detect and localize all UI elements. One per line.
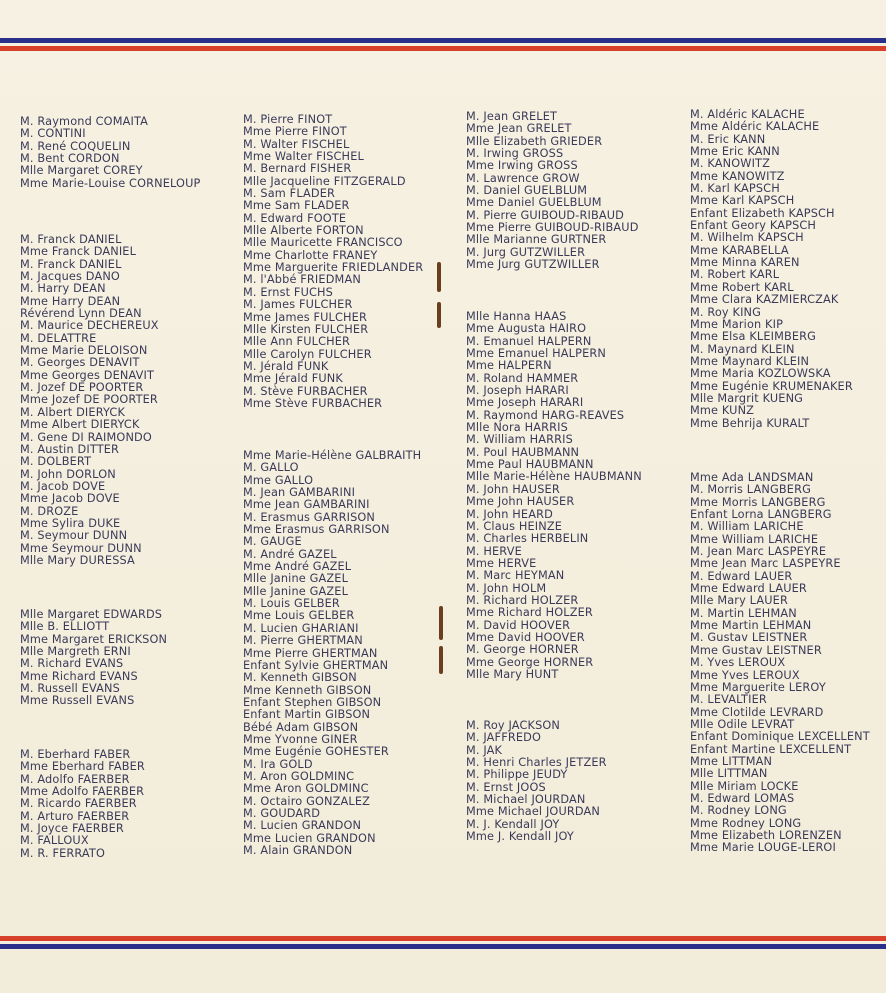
attendee-name: Mme Jean Marc LASPEYRE [690, 557, 841, 571]
attendee-name: M. Pierre FINOT [243, 113, 333, 126]
attendee-name: M. Pierre GUIBOUD-RIBAUD [466, 208, 625, 222]
attendee-name: Mme Seymour DUNN [20, 541, 142, 555]
attendee-name: Mme Joseph HARARI [466, 396, 584, 410]
attendee-name: Mme Margaret ERICKSON [20, 632, 168, 646]
attendee-name: M. GOUDARD [243, 806, 321, 820]
attendee-name: Mme Eric KANN [690, 145, 780, 159]
attendee-name: Mme Emanuel HALPERN [466, 347, 606, 361]
attendee-name: M. GAUGE [243, 535, 302, 549]
attendee-name: Mme Gustav LEISTNER [690, 643, 822, 657]
attendee-name: Mme Marion KIP [690, 317, 784, 331]
attendee-name: M. Richard HOLZER [466, 593, 579, 607]
attendee-name: Mlle Alberte FORTON [243, 224, 364, 238]
attendee-name: Mlle Margaret COREY [20, 164, 143, 178]
attendee-name: Mme Albert DIERYCK [20, 418, 140, 432]
attendee-name: M. Jérald FUNK [243, 359, 329, 373]
attendee-name: Mme Elsa KLEIMBERG [690, 330, 817, 344]
attendee-name: M. Yves LEROUX [690, 656, 786, 670]
attendee-name: M. John DORLON [20, 467, 116, 481]
attendee-name: Mme Russell EVANS [20, 694, 135, 708]
attendee-name: Mme Jean GAMBARINI [243, 498, 370, 512]
attendee-name: M. Aron GOLDMINC [243, 769, 355, 783]
name-group [690, 472, 870, 855]
attendee-name: M. Ira GOLD [243, 757, 313, 771]
attendee-name: Mme Maria KOZLOWSKA [690, 367, 831, 381]
attendee-name: M. Erasmus GARRISON [243, 510, 376, 524]
attendee-name: Mlle Margreth ERNI [20, 645, 131, 659]
attendee-name: Mlle Marie-Hélène HAUBMANN [466, 470, 642, 484]
name-group [20, 749, 145, 860]
attendee-name: Mme Marguerite LEROY [690, 680, 826, 694]
attendee-name: Mlle Hanna HAAS [466, 310, 567, 323]
attendee-name: M. Alain GRANDON [243, 844, 353, 857]
attendee-name: Mme HERVE [466, 556, 537, 570]
attendee-name: M. FALLOUX [20, 834, 89, 848]
attendee-name: M. Eberhard FABER [20, 748, 131, 761]
attendee-name: Enfant Dominique LEXCELLENT [690, 730, 870, 744]
attendee-name: M. Joseph HARARI [466, 384, 569, 398]
attendee-name: Mme Jacob DOVE [20, 492, 120, 506]
attendee-name: M. Emanuel HALPERN [466, 334, 592, 348]
attendee-name: M. JAFFREDO [466, 731, 542, 745]
name-group [466, 111, 639, 271]
attendee-name: M. Jacques DANO [20, 270, 120, 284]
attendee-name: M. Seymour DUNN [20, 529, 128, 543]
attendee-name: Mme Lucien GRANDON [243, 831, 376, 845]
name-group [20, 234, 159, 567]
attendee-name: M. Daniel GUELBLUM [466, 184, 588, 198]
attendee-name: M. Ernst FUCHS [243, 285, 333, 299]
attendee-name: Mme Adolfo FAERBER [20, 785, 145, 799]
attendee-name: Mlle Nora HARRIS [466, 421, 568, 435]
attendee-name: M. William HARRIS [466, 433, 573, 447]
attendee-name: M. Eric KANN [690, 132, 766, 146]
staple-mark [437, 302, 441, 328]
attendee-name: M. LEVALTIER [690, 693, 767, 707]
attendee-name: M. Lucien GHARIANI [243, 621, 359, 635]
attendee-name: M. Pierre GHERTMAN [243, 634, 363, 648]
attendee-name: Mme Paul HAUBMANN [466, 458, 594, 472]
attendee-name: M. Joyce FAERBER [20, 822, 124, 836]
attendee-name: Mme Marie-Hélène GALBRAITH [243, 449, 422, 462]
staple-mark [439, 606, 443, 640]
attendee-name: Mme Michael JOURDAN [466, 805, 601, 819]
attendee-name: M. Raymond COMAITA [20, 115, 149, 128]
attendee-name: Mme Kenneth GIBSON [243, 683, 372, 697]
attendee-name: Mme Clara KAZMIERCZAK [690, 293, 839, 307]
attendee-name: M. Albert DIERYCK [20, 405, 126, 419]
attendee-name: M. Ricardo FAERBER [20, 797, 137, 811]
attendee-name: M. Jozef DE POORTER [20, 381, 144, 395]
attendee-name: Mme Aldéric KALACHE [690, 120, 820, 134]
attendee-name: Mlle Janine GAZEL [243, 584, 349, 598]
attendee-name: M. l'Abbé FRIEDMAN [243, 273, 361, 287]
attendee-name: Mme André GAZEL [243, 560, 352, 574]
attendee-name: M. Roland HAMMER [466, 371, 579, 385]
attendee-name: M. Edward LOMAS [690, 791, 795, 805]
attendee-name: M. J. Kendall JOY [466, 817, 560, 831]
attendee-name: Mme Clotilde LEVRARD [690, 705, 824, 719]
attendee-name: Mme Richard EVANS [20, 669, 138, 683]
attendee-name: M. Robert KARL [690, 268, 780, 282]
attendee-name: M. Russell EVANS [20, 682, 120, 696]
attendee-name: Mme Sylira DUKE [20, 516, 121, 530]
attendee-name: M. Franck DANIEL [20, 233, 122, 246]
attendee-name: Mme KUNZ [690, 404, 755, 418]
attendee-name: M. Poul HAUBMANN [466, 445, 580, 459]
attendee-name: Mme KANOWITZ [690, 169, 785, 183]
attendee-name: Mme William LARICHE [690, 532, 819, 546]
attendee-name: M. Richard EVANS [20, 657, 124, 671]
attendee-name: M. André GAZEL [243, 547, 337, 561]
name-group [466, 311, 642, 681]
attendee-name: Mme Jérald FUNK [243, 372, 343, 386]
attendee-name: Mme Jurg GUTZWILLER [466, 258, 600, 272]
attendee-name: Mme Georges DENAVIT [20, 368, 155, 382]
attendee-name: Mme Marie-Louise CORNELOUP [20, 176, 201, 190]
attendee-name: Mlle Mauricette FRANCISCO [243, 236, 403, 250]
attendee-name: M. Bernard FISHER [243, 162, 352, 176]
attendee-name: Mme Eberhard FABER [20, 760, 145, 774]
attendee-name: Enfant Martin GIBSON [243, 708, 371, 722]
tricolor-stripe-bottom [0, 936, 886, 949]
attendee-name: Mme Richard HOLZER [466, 606, 593, 620]
attendee-name: M. CONTINI [20, 127, 86, 141]
attendee-name: Mlle Mary DURESSA [20, 553, 135, 567]
attendee-name: M. Edward LAUER [690, 569, 793, 583]
attendee-name: M. Arturo FAERBER [20, 809, 130, 823]
attendee-name: M. George HORNER [466, 643, 579, 657]
attendee-name: Mme George HORNER [466, 655, 594, 669]
attendee-name: Mme Augusta HAIRO [466, 322, 587, 336]
attendee-name: M. DOLBERT [20, 455, 92, 469]
attendee-name: M. Roy KING [690, 305, 762, 319]
attendee-name: Mme Jean GRELET [466, 122, 572, 136]
attendee-name: Mme Yvonne GINER [243, 732, 358, 746]
attendee-name: M. John HAUSER [466, 482, 560, 496]
attendee-name: Mlle Mary HUNT [466, 667, 559, 681]
attendee-name: M. Henri Charles JETZER [466, 756, 607, 770]
attendee-name: Mme Eugénie KRUMENAKER [690, 379, 853, 393]
attendee-name: Mme Edward LAUER [690, 582, 807, 596]
attendee-name: M. Ernst JOOS [466, 780, 546, 794]
attendee-name: M. Claus HEINZE [466, 519, 563, 533]
attendee-name: Mlle Carolyn FULCHER [243, 347, 372, 361]
attendee-name: M. Georges DENAVIT [20, 356, 140, 370]
attendee-name: M. John HEARD [466, 507, 553, 521]
attendee-name: Enfant Martine LEXCELLENT [690, 742, 852, 756]
attendee-name: M. David HOOVER [466, 618, 571, 632]
attendee-name: M. KANOWITZ [690, 157, 770, 171]
attendee-name: Mlle Janine GAZEL [243, 572, 349, 586]
attendee-name: Mlle B. ELLIOTT [20, 620, 110, 634]
staple-mark [439, 646, 443, 674]
attendee-name: Mme Pierre FINOT [243, 125, 347, 139]
attendee-name: Mme Daniel GUELBLUM [466, 196, 602, 210]
attendee-name: Mme Behrija KURALT [690, 416, 810, 430]
attendee-name: Mlle Odile LEVRAT [690, 717, 795, 731]
name-group [20, 116, 201, 190]
attendee-name: Enfant Geory KAPSCH [690, 219, 817, 233]
attendee-name: M. Philippe JEUDY [466, 768, 568, 782]
attendee-name: Mme Harry DEAN [20, 294, 121, 308]
attendee-name: Mme David HOOVER [466, 630, 585, 644]
attendee-name: M. R. FERRATO [20, 846, 106, 860]
name-group [243, 114, 423, 410]
attendee-name: Mlle Jacqueline FITZGERALD [243, 174, 406, 188]
attendee-name: Mme Louis GELBER [243, 609, 355, 623]
attendee-name: Mme Minna KAREN [690, 256, 800, 270]
attendee-name: M. Stève FURBACHER [243, 384, 368, 398]
attendee-name: M. Bent CORDON [20, 152, 120, 166]
attendee-name: M. Rodney LONG [690, 804, 787, 818]
attendee-name: M. Jurg GUTZWILLER [466, 245, 586, 259]
attendee-name: M. Edward FOOTE [243, 211, 347, 225]
name-group [466, 720, 607, 843]
attendee-name: Mme Morris LANGBERG [690, 495, 826, 509]
attendee-name: M. Franck DANIEL [20, 257, 122, 271]
attendee-name: M. Louis GELBER [243, 597, 340, 611]
attendee-name: Mme LITTMAN [690, 754, 773, 768]
attendee-name: M. JAK [466, 743, 503, 757]
attendee-name: M. Sam FLADER [243, 187, 336, 201]
attendee-name: Mme Jozef DE POORTER [20, 393, 158, 407]
attendee-name: Mme Ada LANDSMAN [690, 471, 814, 484]
attendee-name: M. Octairo GONZALEZ [243, 794, 371, 808]
attendee-name: Mme Marie LOUGE-LEROI [690, 841, 836, 855]
attendee-name: Mme Irwing GROSS [466, 159, 578, 173]
attendee-name: M. DELATTRE [20, 331, 97, 345]
attendee-name: M. René COQUELIN [20, 139, 131, 153]
attendee-name: Mme John HAUSER [466, 495, 575, 509]
attendee-name: M. Jean GRELET [466, 110, 558, 123]
attendee-name: M. Lawrence GROW [466, 171, 580, 185]
tricolor-stripe-top [0, 38, 886, 51]
attendee-name: M. Lucien GRANDON [243, 819, 362, 833]
attendee-name: Mme Franck DANIEL [20, 245, 137, 259]
attendee-name: M. Jacob DOVE [20, 479, 106, 493]
attendee-name: M. Roy JACKSON [466, 719, 561, 732]
attendee-name: Mlle Margaret EDWARDS [20, 608, 163, 621]
attendee-name: Mme Yves LEROUX [690, 668, 800, 682]
attendee-name: M. HERVE [466, 544, 522, 558]
attendee-name: Mme HALPERN [466, 359, 552, 373]
attendee-name: Mlle Marianne GURTNER [466, 233, 607, 247]
attendee-name: Mme Sam FLADER [243, 199, 350, 213]
attendee-name: M. Jean GAMBARINI [243, 486, 356, 500]
attendee-name: Mme Maynard KLEIN [690, 354, 810, 368]
attendee-name: M. Walter FISCHEL [243, 137, 350, 151]
attendee-name: Enfant Stephen GIBSON [243, 695, 382, 709]
attendee-name: Mme Eugénie GOHESTER [243, 745, 389, 759]
attendee-name: Mme Elizabeth LORENZEN [690, 828, 842, 842]
attendee-name: Mme Erasmus GARRISON [243, 523, 390, 537]
attendee-name: M. Martin LEHMAN [690, 606, 797, 620]
attendee-name: Mme Aron GOLDMINC [243, 782, 369, 796]
staple-mark [437, 262, 441, 292]
attendee-name: Mlle Miriam LOCKE [690, 779, 799, 793]
attendee-name: Mlle Ann FULCHER [243, 335, 351, 349]
attendee-name: Mme Robert KARL [690, 280, 794, 294]
attendee-name: M. Morris LANGBERG [690, 483, 811, 497]
attendee-name: Mme Marie DELOISON [20, 344, 148, 358]
attendee-name: Mlle Kirsten FULCHER [243, 322, 369, 336]
attendee-name: M. Austin DITTER [20, 442, 120, 456]
attendee-name: Mme James FULCHER [243, 310, 367, 324]
attendee-name: Bébé Adam GIBSON [243, 720, 359, 734]
attendee-name: Mme Pierre GHERTMAN [243, 646, 378, 660]
attendee-name: M. Aldéric KALACHE [690, 108, 805, 121]
attendee-name: M. Kenneth GIBSON [243, 671, 357, 685]
attendee-name: M. Gene DI RAIMONDO [20, 430, 152, 444]
attendee-name: M. Jean Marc LASPEYRE [690, 545, 827, 559]
attendee-name: M. Irwing GROSS [466, 147, 564, 161]
attendee-name: Mme J. Kendall JOY [466, 830, 574, 844]
attendee-name: M. Marc HEYMAN [466, 569, 565, 583]
attendee-name: Mlle Elizabeth GRIEDER [466, 134, 603, 148]
attendee-name: Mme KARABELLA [690, 243, 789, 257]
attendee-name: M. Karl KAPSCH [690, 182, 780, 196]
name-group [690, 109, 853, 430]
attendee-name: M. GALLO [243, 461, 299, 475]
name-group [243, 450, 421, 857]
attendee-name: Mme Walter FISCHEL [243, 150, 364, 164]
attendee-name: M. Raymond HARG-REAVES [466, 408, 625, 422]
attendee-name: Enfant Sylvie GHERTMAN [243, 658, 389, 672]
attendee-name: M. John HOLM [466, 581, 547, 595]
attendee-name: M. William LARICHE [690, 520, 804, 534]
attendee-name: Mme Rodney LONG [690, 816, 802, 830]
attendee-name: M. Adolfo FAERBER [20, 772, 130, 786]
attendee-name: M. Wilhelm KAPSCH [690, 231, 804, 245]
attendee-name: M. DROZE [20, 504, 79, 518]
attendee-name: Enfant Lorna LANGBERG [690, 508, 832, 522]
attendee-name: Mme GALLO [243, 473, 314, 487]
attendee-name: Révérend Lynn DEAN [20, 307, 142, 321]
attendee-name: Mlle LITTMAN [690, 767, 768, 781]
attendee-name: Mlle Margrit KUENG [690, 391, 804, 405]
name-group [20, 609, 167, 708]
attendee-name: Mme Karl KAPSCH [690, 194, 795, 208]
attendee-name: M. Charles HERBELIN [466, 532, 589, 546]
attendee-name: Mme Stève FURBACHER [243, 396, 383, 410]
attendee-name: Mme Charlotte FRANEY [243, 248, 378, 262]
attendee-name: M. Michael JOURDAN [466, 793, 586, 807]
attendee-name: Enfant Elizabeth KAPSCH [690, 206, 835, 220]
attendee-name: M. James FULCHER [243, 298, 353, 312]
attendee-name: M. Maynard KLEIN [690, 342, 795, 356]
attendee-name: M. Maurice DECHEREUX [20, 319, 159, 333]
attendee-name: Mme Pierre GUIBOUD-RIBAUD [466, 221, 639, 235]
attendee-name: M. Gustav LEISTNER [690, 631, 808, 645]
attendee-name: Mme Martin LEHMAN [690, 619, 812, 633]
attendee-name: Mme Marguerite FRIEDLANDER [243, 261, 424, 275]
attendee-name: M. Harry DEAN [20, 282, 106, 296]
attendee-name: Mlle Mary LAUER [690, 594, 788, 608]
